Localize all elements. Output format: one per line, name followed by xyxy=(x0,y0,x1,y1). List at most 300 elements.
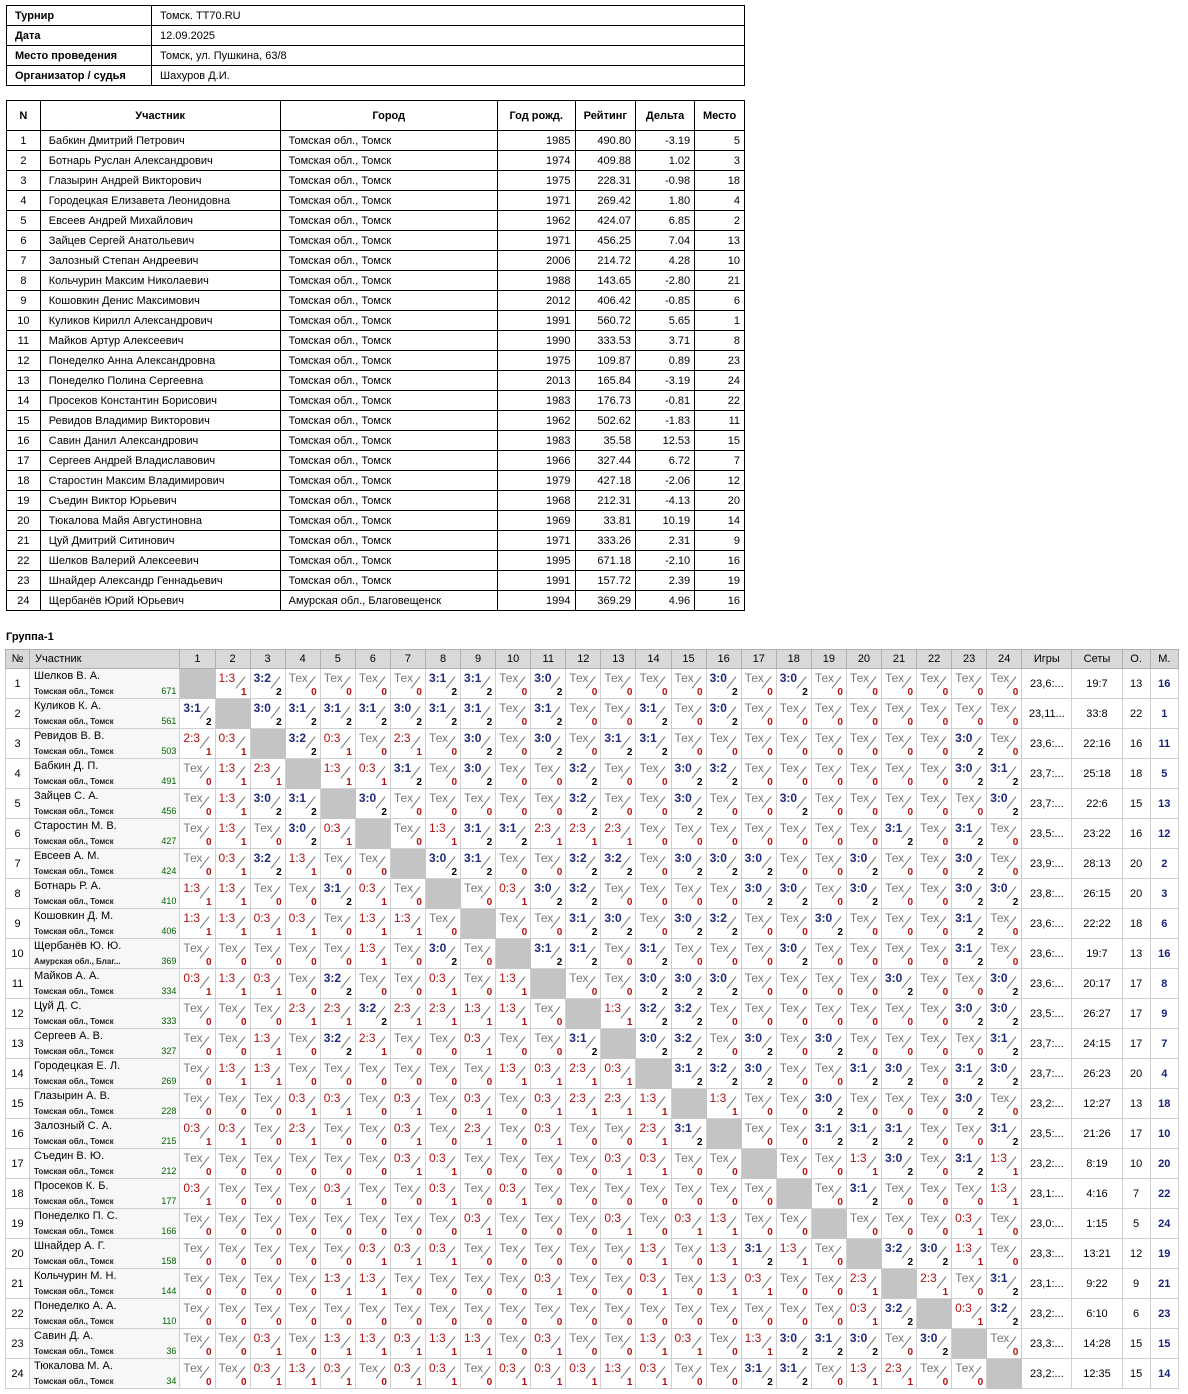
match-cell xyxy=(250,879,285,909)
match-points: 1 xyxy=(486,1137,493,1148)
player-delta: 5.65 xyxy=(636,311,695,331)
match-cell xyxy=(811,1269,846,1299)
match-score: 3:0 xyxy=(744,1031,763,1045)
match-points: 0 xyxy=(942,1377,949,1388)
match-cell xyxy=(566,669,601,699)
match-points: 0 xyxy=(241,1107,247,1118)
match-points: 0 xyxy=(732,1347,738,1358)
match-score: 2:3 xyxy=(569,1061,586,1075)
match-score: 1:3 xyxy=(323,761,341,775)
match-points: 1 xyxy=(241,747,247,758)
player-rating: 406 xyxy=(161,926,177,936)
match-cell xyxy=(531,1359,566,1389)
match-points: 0 xyxy=(907,1197,914,1208)
match-points: 0 xyxy=(521,717,528,728)
match-score: Тех xyxy=(920,1361,940,1375)
match-points: 0 xyxy=(626,1137,633,1148)
player-number: 5 xyxy=(7,211,41,231)
match-score: 3:2 xyxy=(709,761,727,775)
match-points: 1 xyxy=(416,1137,422,1148)
match-points: 1 xyxy=(661,1287,668,1298)
match-cell xyxy=(881,1149,916,1179)
match-points: 2 xyxy=(697,987,703,998)
player-cell xyxy=(30,789,180,819)
grid-row xyxy=(6,669,1179,699)
match-score: Тех xyxy=(428,1091,449,1105)
match-score: 0:3 xyxy=(604,1061,622,1075)
participant-row xyxy=(7,391,745,411)
match-score: Тех xyxy=(569,1241,589,1255)
match-points: 0 xyxy=(486,1317,493,1328)
games-total: 23,3:... xyxy=(1022,1239,1072,1269)
match-points: 1 xyxy=(626,837,633,848)
match-points: 0 xyxy=(837,747,843,758)
player-cell xyxy=(30,669,180,699)
match-cell xyxy=(425,729,460,759)
match-score: 3:1 xyxy=(639,731,657,745)
match-points: 0 xyxy=(381,1167,387,1178)
sets-total: 25:18 xyxy=(1072,759,1122,789)
match-cell xyxy=(952,789,987,819)
player-city: Томская обл., Томск xyxy=(34,687,114,696)
player-city: Амурская обл., Благовещенск xyxy=(280,591,497,611)
match-score: 3:0 xyxy=(534,881,552,895)
match-cell xyxy=(952,849,987,879)
match-score: Тех xyxy=(884,851,905,865)
match-cell xyxy=(496,1239,531,1269)
row-number: 12 xyxy=(6,999,30,1029)
match-score: 3:1 xyxy=(569,911,587,925)
player-city: Томская обл., Томск xyxy=(280,391,497,411)
match-cell xyxy=(566,1209,601,1239)
match-cell xyxy=(461,1029,496,1059)
player-city: Томская обл., Томск xyxy=(280,271,497,291)
games-total: 23,2:... xyxy=(1022,1149,1072,1179)
match-points: 0 xyxy=(346,927,352,938)
column-header: Место xyxy=(695,101,745,131)
match-score: Тех xyxy=(253,1151,273,1165)
player-delta: 1.80 xyxy=(636,191,695,211)
match-score: 3:0 xyxy=(990,1061,1008,1075)
player-city: Томская обл., Томск xyxy=(34,1197,114,1206)
sets-total: 33:8 xyxy=(1072,699,1122,729)
match-cell xyxy=(355,699,390,729)
player-cell xyxy=(30,969,180,999)
match-points: 1 xyxy=(732,1107,738,1118)
player-number: 15 xyxy=(7,411,41,431)
match-score: Тех xyxy=(814,1241,834,1255)
match-score: Тех xyxy=(674,1361,694,1375)
match-score: Тех xyxy=(674,1241,694,1255)
match-points: 1 xyxy=(591,1107,598,1118)
match-points: 1 xyxy=(346,777,352,788)
grid-header-opponent: 13 xyxy=(601,650,636,669)
match-points: 2 xyxy=(311,837,317,848)
match-score: Тех xyxy=(218,941,238,955)
match-points: 0 xyxy=(942,987,949,998)
match-cell xyxy=(881,909,916,939)
match-score: Тех xyxy=(323,1211,343,1225)
match-points: 0 xyxy=(802,1047,808,1058)
match-cell xyxy=(987,909,1022,939)
match-score: 3:2 xyxy=(323,1031,342,1045)
player-number: 1 xyxy=(7,131,41,151)
match-cell xyxy=(987,1329,1022,1359)
grid-row xyxy=(6,939,1179,969)
player-number: 24 xyxy=(7,591,41,611)
match-score: Тех xyxy=(744,821,764,835)
match-cell xyxy=(250,909,285,939)
match-score: Тех xyxy=(604,1301,624,1315)
match-points: 0 xyxy=(556,1167,563,1178)
match-cell xyxy=(531,759,566,789)
match-score: Тех xyxy=(358,1061,378,1075)
match-score: 3:0 xyxy=(955,761,973,775)
match-cell xyxy=(881,879,916,909)
match-score: 3:2 xyxy=(674,1001,692,1015)
match-points: 0 xyxy=(521,1287,528,1298)
match-points: 0 xyxy=(1012,1107,1019,1118)
match-cell xyxy=(741,849,776,879)
points-total: 9 xyxy=(1122,1269,1150,1299)
match-score: Тех xyxy=(288,1301,308,1315)
match-points: 0 xyxy=(416,957,422,968)
match-points: 0 xyxy=(556,927,563,938)
match-points: 0 xyxy=(205,1077,212,1088)
row-number: 5 xyxy=(6,789,30,819)
match-cell xyxy=(390,1269,425,1299)
player-short-name: Понеделко А. А. xyxy=(34,1300,117,1312)
match-points: 2 xyxy=(837,1347,843,1358)
grid-header-player: Участник xyxy=(30,650,180,669)
match-score: 0:3 xyxy=(288,1091,306,1105)
match-score: Тех xyxy=(955,971,975,985)
match-points: 1 xyxy=(486,1017,493,1028)
match-cell xyxy=(461,1359,496,1389)
sets-total: 9:22 xyxy=(1072,1269,1122,1299)
match-score: 3:0 xyxy=(674,791,692,805)
match-cell xyxy=(811,909,846,939)
match-score: 0:3 xyxy=(393,1361,411,1375)
match-cell xyxy=(917,1329,952,1359)
match-score: Тех xyxy=(779,1121,799,1135)
match-cell xyxy=(881,789,916,819)
match-score: 3:0 xyxy=(920,1331,938,1345)
match-points: 0 xyxy=(802,1017,808,1028)
match-cell xyxy=(320,1239,355,1269)
match-points: 0 xyxy=(942,927,949,938)
grid-header-opponent: 1 xyxy=(180,650,215,669)
match-points: 2 xyxy=(591,1047,598,1058)
match-cell xyxy=(917,999,952,1029)
match-points: 0 xyxy=(241,1317,247,1328)
player-place: 18 xyxy=(695,171,745,191)
match-cell xyxy=(390,789,425,819)
match-cell xyxy=(811,1299,846,1329)
match-points: 0 xyxy=(591,1137,598,1148)
grid-header-opponent: 21 xyxy=(881,650,916,669)
match-cell xyxy=(180,1089,215,1119)
match-score: Тех xyxy=(920,1091,940,1105)
grid-header-opponent: 20 xyxy=(846,650,881,669)
match-score: Тех xyxy=(920,701,940,715)
match-cell xyxy=(425,1359,460,1389)
grid-row xyxy=(6,1179,1179,1209)
row-number: 18 xyxy=(6,1179,30,1209)
match-score: 3:0 xyxy=(955,1091,973,1105)
match-points: 0 xyxy=(416,807,422,818)
match-points: 0 xyxy=(205,957,212,968)
match-score: Тех xyxy=(499,761,519,775)
match-score: 0:3 xyxy=(464,1091,481,1105)
grid-header-opponent: 2 xyxy=(215,650,250,669)
match-points: 2 xyxy=(767,897,773,908)
sets-total: 28:13 xyxy=(1072,849,1122,879)
match-cell xyxy=(531,879,566,909)
player-cell xyxy=(30,699,180,729)
match-cell xyxy=(180,909,215,939)
match-score: Тех xyxy=(990,731,1010,745)
points-total: 17 xyxy=(1122,1029,1150,1059)
match-score: Тех xyxy=(253,941,273,955)
match-points: 1 xyxy=(591,1377,598,1388)
match-score: 3:0 xyxy=(709,701,727,715)
match-points: 0 xyxy=(346,1257,352,1268)
match-points: 1 xyxy=(626,1167,633,1178)
match-cell xyxy=(987,879,1022,909)
match-score: Тех xyxy=(428,911,449,925)
match-points: 0 xyxy=(311,1347,317,1358)
match-points: 2 xyxy=(732,777,738,788)
match-score: Тех xyxy=(183,1301,203,1315)
player-name: Куликов Кирилл Александрович xyxy=(40,311,280,331)
match-points: 0 xyxy=(942,957,949,968)
player-short-name: Кошовкин Д. М. xyxy=(34,910,114,922)
player-rating: 456.25 xyxy=(575,231,636,251)
match-points: 0 xyxy=(661,1197,668,1208)
match-points: 0 xyxy=(276,1287,282,1298)
points-total: 16 xyxy=(1122,819,1150,849)
match-score: Тех xyxy=(884,1091,905,1105)
match-points: 0 xyxy=(767,807,773,818)
column-header: Рейтинг xyxy=(575,101,636,131)
match-cell xyxy=(496,849,531,879)
match-points: 2 xyxy=(626,867,633,878)
tournament-info-table xyxy=(6,5,745,86)
match-score: 1:3 xyxy=(499,1061,516,1075)
match-points: 2 xyxy=(346,987,352,998)
match-points: 0 xyxy=(205,1227,212,1238)
match-score: Тех xyxy=(393,941,413,955)
match-score: Тех xyxy=(744,671,764,685)
match-score: 0:3 xyxy=(464,1031,481,1045)
grid-row xyxy=(6,849,1179,879)
match-score: 3:0 xyxy=(920,1241,938,1255)
match-score: Тех xyxy=(288,1241,308,1255)
match-cell xyxy=(881,999,916,1029)
match-score: 2:3 xyxy=(569,821,586,835)
info-key: Место проведения xyxy=(7,46,152,66)
match-cell xyxy=(496,1209,531,1239)
match-points: 0 xyxy=(872,777,878,788)
match-score: Тех xyxy=(814,851,834,865)
match-cell xyxy=(390,699,425,729)
match-points: 0 xyxy=(942,867,949,878)
match-points: 0 xyxy=(732,1167,738,1178)
match-score: Тех xyxy=(534,1151,554,1165)
match-cell xyxy=(706,1149,741,1179)
match-cell xyxy=(566,969,601,999)
match-points: 0 xyxy=(205,1377,212,1388)
match-points: 1 xyxy=(802,1257,808,1268)
grid-header-opponent: 10 xyxy=(496,650,531,669)
match-points: 0 xyxy=(241,1227,247,1238)
match-points: 2 xyxy=(732,927,738,938)
self-cell xyxy=(952,1329,987,1359)
match-score: Тех xyxy=(288,881,308,895)
player-city: Томская обл., Томск xyxy=(34,1257,114,1266)
player-birth-year: 1995 xyxy=(497,551,575,571)
player-delta: 6.85 xyxy=(636,211,695,231)
column-header: Год рожд. xyxy=(497,101,575,131)
match-cell xyxy=(741,1269,776,1299)
match-score: 3:1 xyxy=(534,701,552,715)
player-city: Томская обл., Томск xyxy=(280,371,497,391)
match-cell xyxy=(811,759,846,789)
match-score: Тех xyxy=(604,1241,624,1255)
match-points: 0 xyxy=(907,1017,914,1028)
player-short-name: Щербанёв Ю. Ю. xyxy=(34,940,122,952)
match-points: 0 xyxy=(907,777,914,788)
match-points: 0 xyxy=(802,1077,808,1088)
player-birth-year: 1971 xyxy=(497,191,575,211)
match-points: 0 xyxy=(556,1227,563,1238)
match-points: 0 xyxy=(872,1227,878,1238)
match-score: 0:3 xyxy=(323,1361,341,1375)
match-cell xyxy=(320,1059,355,1089)
match-cell xyxy=(285,1359,320,1389)
match-cell xyxy=(531,999,566,1029)
match-cell xyxy=(987,1089,1022,1119)
match-points: 2 xyxy=(872,867,878,878)
games-total: 23,7:... xyxy=(1022,1029,1072,1059)
match-cell xyxy=(496,729,531,759)
match-points: 1 xyxy=(381,927,387,938)
match-cell xyxy=(250,939,285,969)
match-score: Тех xyxy=(674,1181,694,1195)
match-score: 3:2 xyxy=(569,791,587,805)
match-score: 0:3 xyxy=(183,971,201,985)
match-points: 0 xyxy=(942,687,949,698)
match-cell xyxy=(180,1179,215,1209)
player-number: 12 xyxy=(7,351,41,371)
player-rating: 334 xyxy=(161,986,177,996)
match-score: Тех xyxy=(569,1181,589,1195)
match-points: 0 xyxy=(521,1317,528,1328)
match-score: Тех xyxy=(428,1121,449,1135)
match-score: 3:2 xyxy=(884,1241,903,1255)
match-cell xyxy=(776,879,811,909)
match-points: 0 xyxy=(205,1107,212,1118)
match-points: 1 xyxy=(276,1047,282,1058)
match-cell xyxy=(496,1299,531,1329)
match-cell xyxy=(215,1179,250,1209)
match-score: Тех xyxy=(674,821,694,835)
match-points: 1 xyxy=(521,897,528,908)
participant-row xyxy=(7,591,745,611)
match-points: 1 xyxy=(661,1167,668,1178)
row-number: 2 xyxy=(6,699,30,729)
match-points: 1 xyxy=(346,1017,352,1028)
match-points: 0 xyxy=(732,837,738,848)
match-score: 3:1 xyxy=(569,1031,587,1045)
player-cell xyxy=(30,729,180,759)
player-place: 6 xyxy=(695,291,745,311)
match-points: 1 xyxy=(381,1257,387,1268)
match-cell xyxy=(811,1089,846,1119)
match-points: 0 xyxy=(521,1227,528,1238)
match-points: 0 xyxy=(241,1257,247,1268)
match-score: 0:3 xyxy=(849,1301,867,1315)
match-score: Тех xyxy=(428,761,449,775)
match-cell xyxy=(355,1299,390,1329)
row-number: 8 xyxy=(6,879,30,909)
match-cell xyxy=(846,1209,881,1239)
match-points: 0 xyxy=(626,897,633,908)
match-score: 3:0 xyxy=(955,851,973,865)
match-points: 2 xyxy=(767,1047,773,1058)
player-place: 14 xyxy=(695,511,745,531)
player-number: 11 xyxy=(7,331,41,351)
match-points: 2 xyxy=(732,987,738,998)
games-total: 23,5:... xyxy=(1022,819,1072,849)
match-score: Тех xyxy=(709,1301,729,1315)
match-points: 0 xyxy=(346,1227,352,1238)
match-score: Тех xyxy=(323,1241,343,1255)
match-points: 1 xyxy=(521,1377,528,1388)
player-rating: 34 xyxy=(166,1376,177,1386)
match-cell xyxy=(811,999,846,1029)
match-cell xyxy=(917,789,952,819)
match-score: Тех xyxy=(674,731,694,745)
match-cell xyxy=(846,669,881,699)
match-score: 0:3 xyxy=(534,1061,551,1075)
match-points: 0 xyxy=(977,687,984,698)
match-points: 0 xyxy=(416,687,422,698)
group-title: Группа-1 xyxy=(6,631,54,643)
match-points: 0 xyxy=(521,867,528,878)
match-score: Тех xyxy=(288,1271,308,1285)
match-score: Тех xyxy=(639,671,659,685)
match-score: 1:3 xyxy=(428,1331,446,1345)
match-cell xyxy=(425,1089,460,1119)
match-points: 0 xyxy=(241,1167,247,1178)
match-cell xyxy=(881,1299,916,1329)
match-score: Тех xyxy=(358,851,378,865)
sets-total: 8:19 xyxy=(1072,1149,1122,1179)
match-score: 1:3 xyxy=(990,1151,1007,1165)
match-cell xyxy=(811,819,846,849)
player-place: 1 xyxy=(695,311,745,331)
match-cell xyxy=(846,1179,881,1209)
match-score: Тех xyxy=(639,851,659,865)
match-cell xyxy=(320,1209,355,1239)
match-points: 0 xyxy=(205,1287,212,1298)
player-city: Томская обл., Томск xyxy=(280,251,497,271)
match-score: Тех xyxy=(183,851,203,865)
match-points: 0 xyxy=(276,1227,282,1238)
match-points: 0 xyxy=(626,987,633,998)
